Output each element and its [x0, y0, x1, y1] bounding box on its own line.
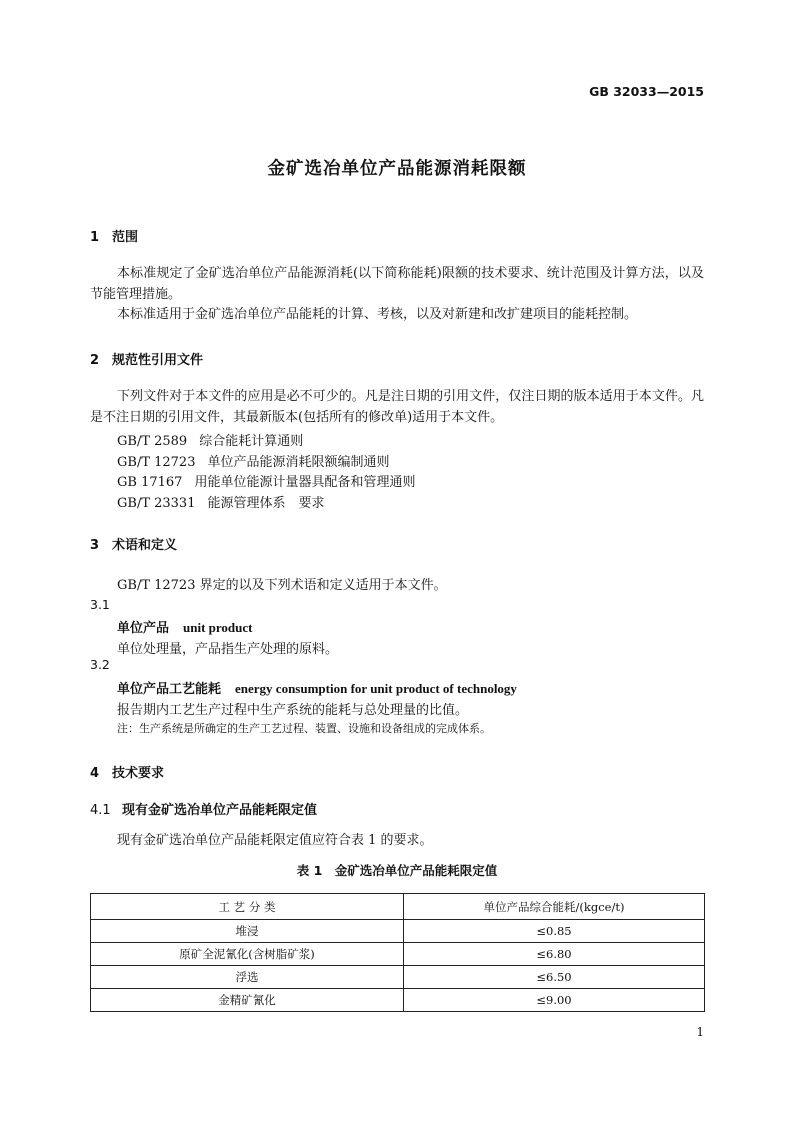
term-chinese: 单位产品 — [117, 621, 170, 636]
section-number: 1 — [90, 230, 100, 245]
term-note: 注：生产系统是所确定的生产工艺过程、装置、设施和设备组成的完成体系。 — [117, 722, 491, 735]
section-title: 范围 — [112, 230, 139, 245]
section-3-heading — [90, 534, 177, 553]
process-type-cell: 原矿全泥氰化(含树脂矿浆) — [91, 943, 404, 966]
energy-limit-cell: ≤6.50 — [404, 966, 705, 989]
page-number: 1 — [696, 1025, 704, 1039]
column-header: 单位产品综合能耗/(kgce/t) — [404, 894, 705, 920]
section-1-paragraph-1: 本标准规定了金矿选冶单位产品能源消耗(以下简称能耗)限额的技术要求、统计范围及计算方法，以及节能管理措施。 — [90, 266, 704, 302]
term-entry — [117, 617, 253, 636]
reference-title: 能源管理体系 要求 — [207, 496, 325, 511]
reference-title: 综合能耗计算通则 — [199, 434, 304, 449]
table-row — [91, 966, 705, 989]
reference-item — [117, 492, 325, 511]
term-english: energy consumption for unit product of technology — [235, 681, 517, 696]
process-type-cell: 浮选 — [91, 966, 404, 989]
reference-item — [117, 430, 303, 449]
reference-code: GB/T 23331 — [117, 496, 196, 511]
section-1-paragraph-2: 本标准适用于金矿选冶单位产品能耗的计算、考核，以及对新建和改扩建项目的能耗控制。 — [117, 307, 638, 322]
table-row — [91, 943, 705, 966]
column-header: 工 艺 分 类 — [91, 894, 404, 920]
energy-limit-cell: ≤6.80 — [404, 943, 705, 966]
term-definition: 单位处理量，产品指生产处理的原料。 — [117, 642, 339, 657]
energy-limit-table — [90, 893, 705, 1012]
table-row — [91, 989, 705, 1012]
section-title: 技术要求 — [112, 766, 165, 781]
subsection-title: 现有金矿选冶单位产品能耗限定值 — [122, 803, 318, 818]
subsection-4-1-heading — [90, 799, 317, 818]
section-number: 2 — [90, 353, 100, 368]
reference-code: GB/T 2589 — [117, 434, 188, 449]
section-2-intro: 下列文件对于本文件的应用是必不可少的。凡是注日期的引用文件，仅注日期的版本适用于本文件。凡是不注日期的引用文件，其最新版本(包括所有的修改单)适用于本文件。 — [90, 389, 704, 425]
section-title: 规范性引用文件 — [112, 353, 204, 368]
process-type-cell: 金精矿氰化 — [91, 989, 404, 1012]
reference-title: 单位产品能源消耗限额编制通则 — [207, 455, 390, 470]
reference-item — [117, 451, 390, 470]
process-type-cell: 堆浸 — [91, 920, 404, 943]
table-header-row — [91, 894, 705, 920]
reference-title: 用能单位能源计量器具配备和管理通则 — [194, 475, 416, 490]
term-definition: 报告期内工艺生产过程中生产系统的能耗与总处理量的比值。 — [117, 703, 469, 718]
term-number: 3.1 — [90, 597, 110, 612]
section-number: 3 — [90, 538, 100, 553]
energy-limit-cell: ≤0.85 — [404, 920, 705, 943]
section-2-heading — [90, 349, 203, 368]
reference-code: GB 17167 — [117, 475, 183, 490]
section-4-heading — [90, 762, 164, 781]
section-3-intro: GB/T 12723 界定的以及下列术语和定义适用于本文件。 — [117, 578, 447, 593]
standard-code: GB 32033—2015 — [589, 84, 704, 99]
term-entry — [117, 678, 517, 697]
term-number: 3.2 — [90, 657, 110, 672]
section-1-heading — [90, 226, 138, 245]
term-english: unit product — [183, 620, 253, 635]
document-title: 金矿选冶单位产品能源消耗限额 — [267, 159, 527, 179]
energy-limit-cell: ≤9.00 — [404, 989, 705, 1012]
section-number: 4 — [90, 766, 100, 781]
subsection-4-1-text: 现有金矿选冶单位产品能耗限定值应符合表 1 的要求。 — [117, 833, 433, 848]
term-chinese: 单位产品工艺能耗 — [117, 682, 222, 697]
table-caption: 表 1 金矿选冶单位产品能耗限定值 — [296, 863, 498, 878]
reference-item — [117, 471, 415, 490]
reference-code: GB/T 12723 — [117, 455, 196, 470]
subsection-number: 4.1 — [90, 803, 111, 818]
section-title: 术语和定义 — [112, 538, 178, 553]
table-row — [91, 920, 705, 943]
